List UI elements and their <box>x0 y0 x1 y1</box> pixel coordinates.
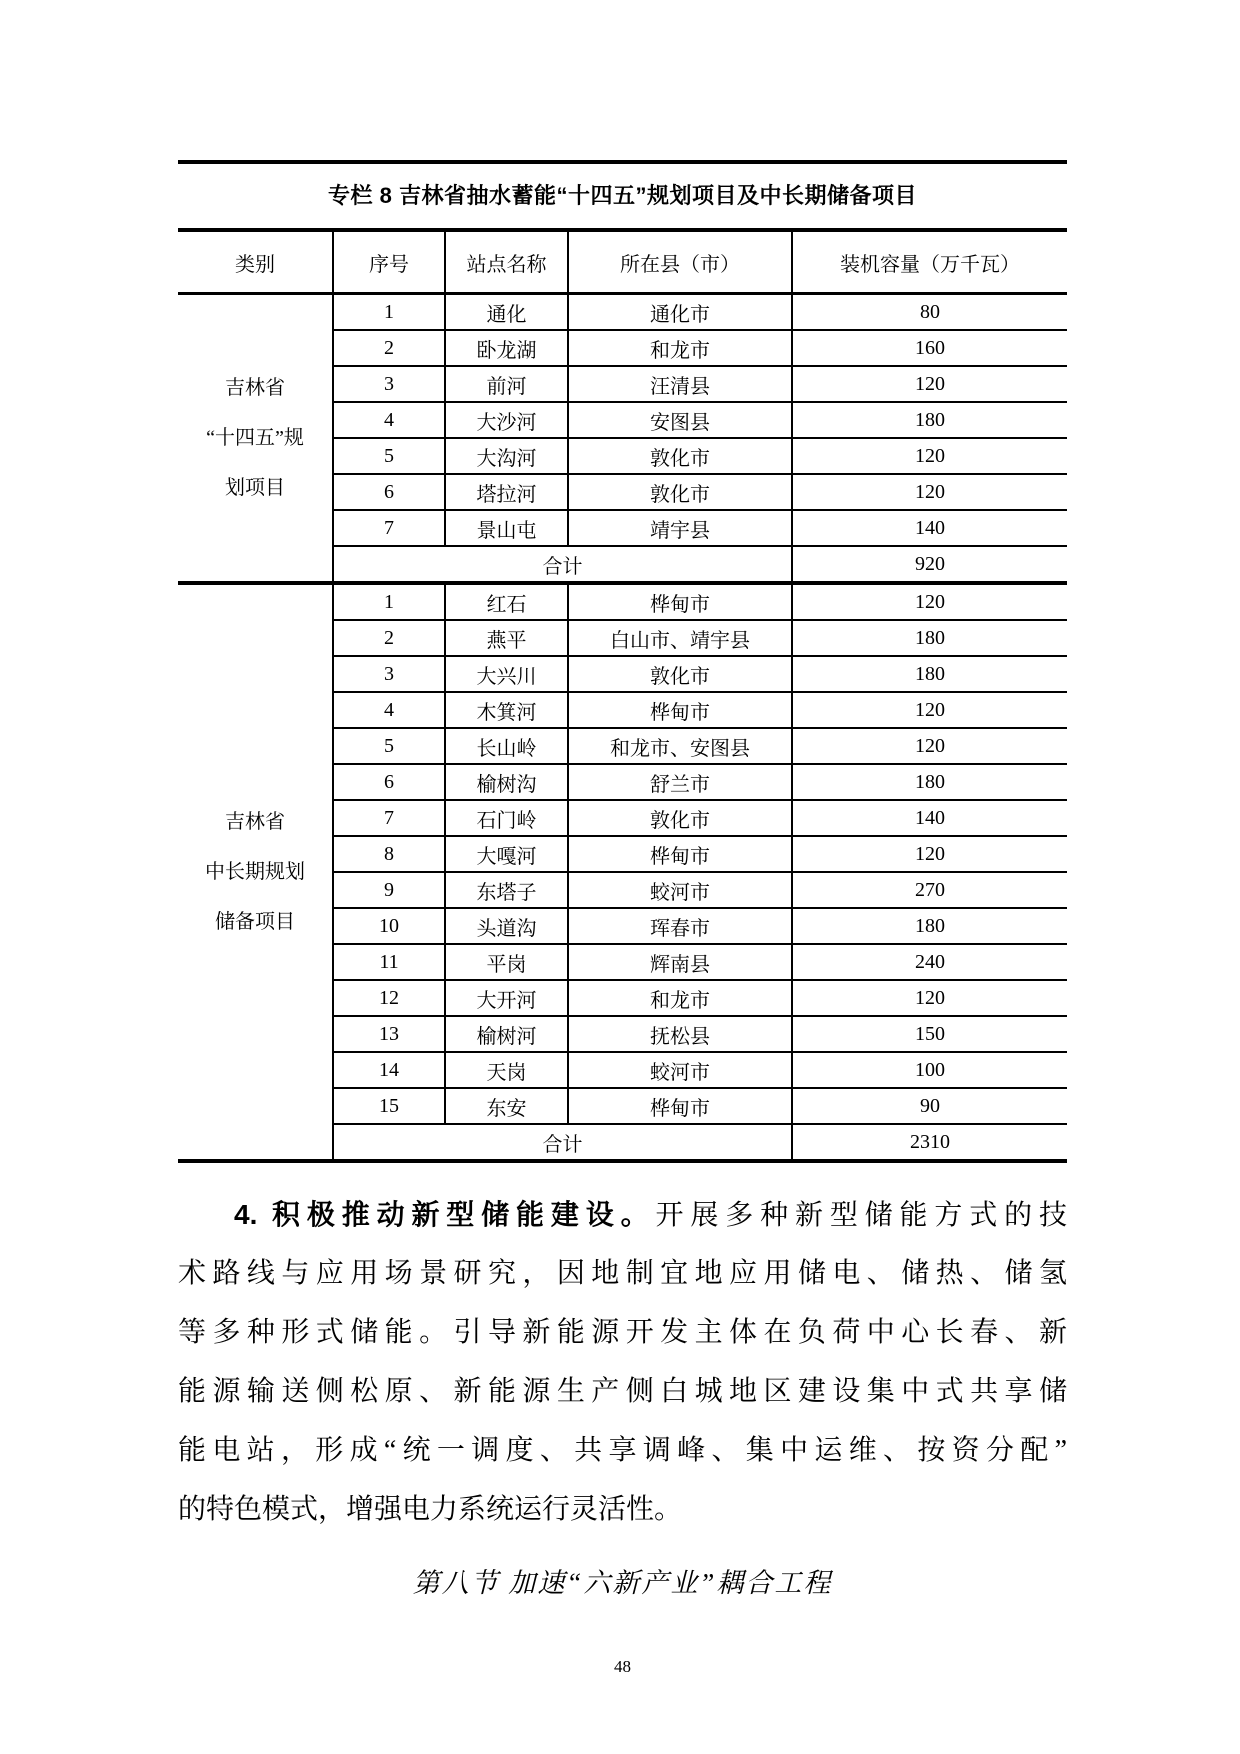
total-label-cell: 合计 <box>333 546 792 583</box>
paragraph-line <box>178 1185 1067 1244</box>
station-cell: 大嘎河 <box>445 836 568 872</box>
station-cell: 前河 <box>445 366 568 402</box>
capacity-cell: 180 <box>792 656 1067 692</box>
county-cell: 和龙市、安图县 <box>568 728 792 764</box>
serial-cell: 13 <box>333 1016 445 1052</box>
capacity-cell: 140 <box>792 510 1067 546</box>
station-cell: 燕平 <box>445 620 568 656</box>
county-cell: 辉南县 <box>568 944 792 980</box>
station-cell: 红石 <box>445 583 568 620</box>
page-content <box>178 160 1067 1677</box>
serial-cell: 14 <box>333 1052 445 1088</box>
county-cell: 蛟河市 <box>568 872 792 908</box>
county-cell: 桦甸市 <box>568 692 792 728</box>
station-cell: 塔拉河 <box>445 474 568 510</box>
header-category: 类别 <box>178 232 333 294</box>
station-cell: 榆树河 <box>445 1016 568 1052</box>
county-cell: 和龙市 <box>568 980 792 1016</box>
county-cell: 敦化市 <box>568 656 792 692</box>
station-cell: 大沟河 <box>445 438 568 474</box>
county-cell: 和龙市 <box>568 330 792 366</box>
county-cell: 白山市、靖宇县 <box>568 620 792 656</box>
capacity-cell: 160 <box>792 330 1067 366</box>
category-cell <box>178 583 333 1161</box>
capacity-cell: 120 <box>792 980 1067 1016</box>
serial-cell: 6 <box>333 474 445 510</box>
capacity-cell: 150 <box>792 1016 1067 1052</box>
table-header <box>178 232 1067 294</box>
station-cell: 通化 <box>445 294 568 331</box>
capacity-cell: 120 <box>792 438 1067 474</box>
serial-cell: 7 <box>333 800 445 836</box>
paragraph-text: 开展多种新型储能方式的技 <box>655 1200 1067 1231</box>
serial-cell: 8 <box>333 836 445 872</box>
station-cell: 大沙河 <box>445 402 568 438</box>
serial-cell: 4 <box>333 692 445 728</box>
paragraph-line: 的特色模式，增强电力系统运行灵活性。 <box>178 1494 683 1525</box>
capacity-cell: 180 <box>792 402 1067 438</box>
station-cell: 平岗 <box>445 944 568 980</box>
serial-cell: 4 <box>333 402 445 438</box>
section-heading: 第八节 加速“六新产业”耦合工程 <box>412 1568 833 1598</box>
station-cell: 大兴川 <box>445 656 568 692</box>
capacity-cell: 100 <box>792 1052 1067 1088</box>
serial-cell: 2 <box>333 620 445 656</box>
header-station: 站点名称 <box>445 232 568 294</box>
category-line: 吉林省 <box>225 811 285 833</box>
header-serial: 序号 <box>333 232 445 294</box>
paragraph <box>178 1185 1067 1539</box>
header-capacity: 装机容量（万千瓦） <box>792 232 1067 294</box>
total-value-cell: 2310 <box>792 1124 1067 1161</box>
county-cell: 舒兰市 <box>568 764 792 800</box>
capacity-cell: 180 <box>792 764 1067 800</box>
table-title: 专栏 8 吉林省抽水蓄能“十四五”规划项目及中长期储备项目 <box>178 160 1067 232</box>
station-cell: 天岗 <box>445 1052 568 1088</box>
county-cell: 敦化市 <box>568 438 792 474</box>
serial-cell: 6 <box>333 764 445 800</box>
capacity-cell: 120 <box>792 583 1067 620</box>
table-row <box>178 583 1067 620</box>
station-cell: 大开河 <box>445 980 568 1016</box>
category-cell <box>178 294 333 584</box>
serial-cell: 1 <box>333 583 445 620</box>
page-number: 48 <box>614 1657 631 1676</box>
serial-cell: 7 <box>333 510 445 546</box>
capacity-cell: 120 <box>792 728 1067 764</box>
capacity-cell: 120 <box>792 836 1067 872</box>
table-row <box>178 294 1067 331</box>
capacity-cell: 240 <box>792 944 1067 980</box>
county-cell: 桦甸市 <box>568 1088 792 1124</box>
serial-cell: 1 <box>333 294 445 331</box>
serial-cell: 2 <box>333 330 445 366</box>
serial-cell: 15 <box>333 1088 445 1124</box>
county-cell: 靖宇县 <box>568 510 792 546</box>
serial-cell: 5 <box>333 728 445 764</box>
header-county: 所在县（市） <box>568 232 792 294</box>
capacity-cell: 140 <box>792 800 1067 836</box>
category-line: “十四五”规 <box>206 427 304 449</box>
capacity-cell: 120 <box>792 692 1067 728</box>
station-cell: 卧龙湖 <box>445 330 568 366</box>
county-cell: 桦甸市 <box>568 583 792 620</box>
county-cell: 安图县 <box>568 402 792 438</box>
category-line: 中长期规划 <box>205 861 305 883</box>
county-cell: 敦化市 <box>568 474 792 510</box>
station-cell: 石门岭 <box>445 800 568 836</box>
box-table <box>178 160 1067 1163</box>
table-section <box>178 294 1067 584</box>
station-cell: 头道沟 <box>445 908 568 944</box>
county-cell: 敦化市 <box>568 800 792 836</box>
serial-cell: 12 <box>333 980 445 1016</box>
category-line: 划项目 <box>225 477 285 499</box>
capacity-cell: 270 <box>792 872 1067 908</box>
paragraph-line: 术路线与应用场景研究，因地制宜地应用储电、储热、储氢 <box>178 1258 1067 1289</box>
capacity-cell: 180 <box>792 620 1067 656</box>
capacity-cell: 120 <box>792 474 1067 510</box>
paragraph-line: 等多种形式储能。引导新能源开发主体在负荷中心长春、新 <box>178 1317 1067 1348</box>
projects-table <box>178 232 1067 1163</box>
station-cell: 木箕河 <box>445 692 568 728</box>
county-cell: 抚松县 <box>568 1016 792 1052</box>
serial-cell: 3 <box>333 366 445 402</box>
paragraph-line: 能电站，形成“统一调度、共享调峰、集中运维、按资分配” <box>178 1435 1067 1466</box>
paragraph-lead: 4. 积极推动新型储能建设。 <box>234 1199 656 1230</box>
station-cell: 榆树沟 <box>445 764 568 800</box>
county-cell: 通化市 <box>568 294 792 331</box>
station-cell: 景山屯 <box>445 510 568 546</box>
serial-cell: 3 <box>333 656 445 692</box>
category-line: 储备项目 <box>215 911 295 933</box>
county-cell: 蛟河市 <box>568 1052 792 1088</box>
header-row <box>178 232 1067 294</box>
serial-cell: 5 <box>333 438 445 474</box>
total-label-cell: 合计 <box>333 1124 792 1161</box>
paragraph-line: 能源输送侧松原、新能源生产侧白城地区建设集中式共享储 <box>178 1376 1067 1407</box>
capacity-cell: 120 <box>792 366 1067 402</box>
serial-cell: 9 <box>333 872 445 908</box>
county-cell: 桦甸市 <box>568 836 792 872</box>
table-section <box>178 583 1067 1161</box>
serial-cell: 10 <box>333 908 445 944</box>
station-cell: 长山岭 <box>445 728 568 764</box>
category-line: 吉林省 <box>225 377 285 399</box>
serial-cell: 11 <box>333 944 445 980</box>
capacity-cell: 90 <box>792 1088 1067 1124</box>
total-value-cell: 920 <box>792 546 1067 583</box>
station-cell: 东安 <box>445 1088 568 1124</box>
station-cell: 东塔子 <box>445 872 568 908</box>
county-cell: 汪清县 <box>568 366 792 402</box>
capacity-cell: 80 <box>792 294 1067 331</box>
county-cell: 珲春市 <box>568 908 792 944</box>
capacity-cell: 180 <box>792 908 1067 944</box>
